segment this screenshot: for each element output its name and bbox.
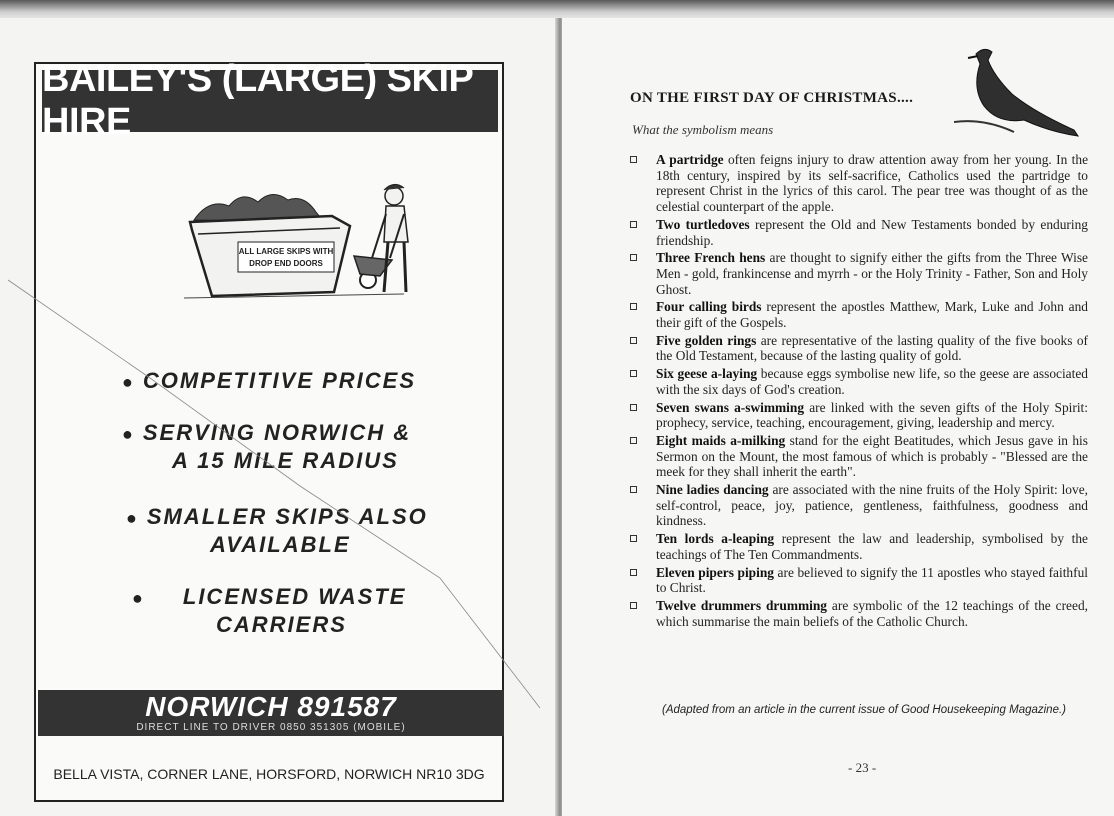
list-item: Six geese a-laying because eggs symbolise new life, so the geese are associated with the six days of God's creation. bbox=[628, 366, 1088, 397]
checkbox-bullet-icon bbox=[630, 404, 637, 411]
left-page bbox=[0, 18, 558, 816]
article-subheading: What the symbolism means bbox=[632, 122, 774, 137]
list-item: Twelve drummers drumming are symbolic of the 12 teachings of the creed, which summarise the main beliefs of the Catholic Church. bbox=[628, 598, 1088, 629]
bullet-smaller-skips-line2: AVAILABLE bbox=[210, 532, 351, 557]
list-item: A partridge often feigns injury to draw attention away from her young. In the 18th century, inspired by its self-sacrifice, Catholics used the partridge to represent Christ in the lyrics of this carol. The pear tree was thought of as the celestial counterpart of the apple. bbox=[628, 152, 1088, 215]
checkbox-bullet-icon bbox=[630, 221, 637, 228]
checkbox-bullet-icon bbox=[630, 254, 637, 261]
scan-top-edge bbox=[0, 0, 1114, 20]
advert-address: BELLA VISTA, CORNER LANE, HORSFORD, NORWICH NR10 3DG bbox=[53, 766, 485, 782]
checkbox-bullet-icon bbox=[630, 303, 637, 310]
bullet-serving-norwich: ● SERVING NORWICH & bbox=[122, 420, 412, 445]
phone-number: NORWICH 891587 bbox=[145, 691, 397, 722]
list-item: Eight maids a-milking stand for the eight Beatitudes, which Jesus gave in his Sermon on the Mount, the most famous of which is probably - "Blessed are the meek for they shall inherit the earth". bbox=[628, 433, 1088, 480]
checkbox-bullet-icon bbox=[630, 569, 637, 576]
bullet-serving-norwich-line2: A 15 MILE RADIUS bbox=[172, 448, 399, 473]
list-item: Seven swans a-swimming are linked with the seven gifts of the Holy Spirit: prophecy, service, teaching, encouragement, giving, leadership and mercy. bbox=[628, 400, 1088, 431]
checkbox-bullet-icon bbox=[630, 486, 637, 493]
list-item: Three French hens are thought to signify either the gifts from the Three Wise Men - gold, frankincense and myrrh - or the Holy Trinity - Father, Son and Holy Ghost. bbox=[628, 250, 1088, 297]
symbolism-list bbox=[628, 152, 1088, 631]
bullet-smaller-skips: ● SMALLER SKIPS ALSO bbox=[126, 504, 428, 529]
article-heading: ON THE FIRST DAY OF CHRISTMAS.... bbox=[630, 90, 914, 106]
skip-label-line2: DROP END DOORS bbox=[249, 259, 323, 268]
skip-hire-advert bbox=[34, 58, 504, 802]
direct-line: DIRECT LINE TO DRIVER 0850 351305 (MOBILE) bbox=[136, 722, 406, 733]
list-item: Eleven pipers piping are believed to signify the 11 apostles who stayed faithful to Christ. bbox=[628, 565, 1088, 596]
skip-label-line1: ALL LARGE SKIPS WITH bbox=[238, 247, 334, 256]
worker-legs bbox=[384, 242, 406, 292]
right-page bbox=[562, 18, 1114, 816]
checkbox-bullet-icon bbox=[630, 337, 637, 344]
advert-title: BAILEY'S (LARGE) SKIP HIRE bbox=[42, 58, 473, 143]
bullet-dot: ● bbox=[122, 424, 135, 444]
checkbox-bullet-icon bbox=[630, 535, 637, 542]
list-item: Five golden rings are representative of the lasting quality of the five books of the Old Testament, because of the lasting quality of gold. bbox=[628, 333, 1088, 364]
checkbox-bullet-icon bbox=[630, 602, 637, 609]
worker-head bbox=[385, 187, 403, 205]
list-item: Nine ladies dancing are associated with the nine fruits of the Holy Spirit: love, self-control, peace, joy, patience, gentleness, faithfulness, goodness and kindness. bbox=[628, 482, 1088, 529]
list-item: Two turtledoves represent the Old and New Testaments bonded by enduring friendship. bbox=[628, 217, 1088, 248]
list-item: Ten lords a-leaping represent the law and leadership, symbolised by the teachings of The Ten Commandments. bbox=[628, 531, 1088, 562]
bullet-dot: ● bbox=[132, 588, 145, 608]
bullet-competitive-prices: ● COMPETITIVE PRICES bbox=[122, 368, 417, 393]
checkbox-bullet-icon bbox=[630, 370, 637, 377]
list-item: Four calling birds represent the apostles Matthew, Mark, Luke and John and their gift of the Gospels. bbox=[628, 299, 1088, 330]
article-credit: (Adapted from an article in the current issue of Good Housekeeping Magazine.) bbox=[662, 704, 1066, 716]
skip-and-worker-illustration bbox=[154, 160, 414, 300]
bullet-dot: ● bbox=[126, 508, 139, 528]
phone-banner bbox=[38, 690, 504, 736]
bullet-licensed-waste: ● LICENSED WASTE bbox=[132, 584, 407, 609]
checkbox-bullet-icon bbox=[630, 437, 637, 444]
checkbox-bullet-icon bbox=[630, 156, 637, 163]
bullet-dot: ● bbox=[122, 372, 135, 392]
partridge-bird-icon bbox=[954, 46, 1084, 146]
bullet-licensed-waste-line2: CARRIERS bbox=[216, 612, 347, 637]
advert-title-banner bbox=[42, 58, 498, 143]
page-number: - 23 - bbox=[848, 760, 877, 775]
